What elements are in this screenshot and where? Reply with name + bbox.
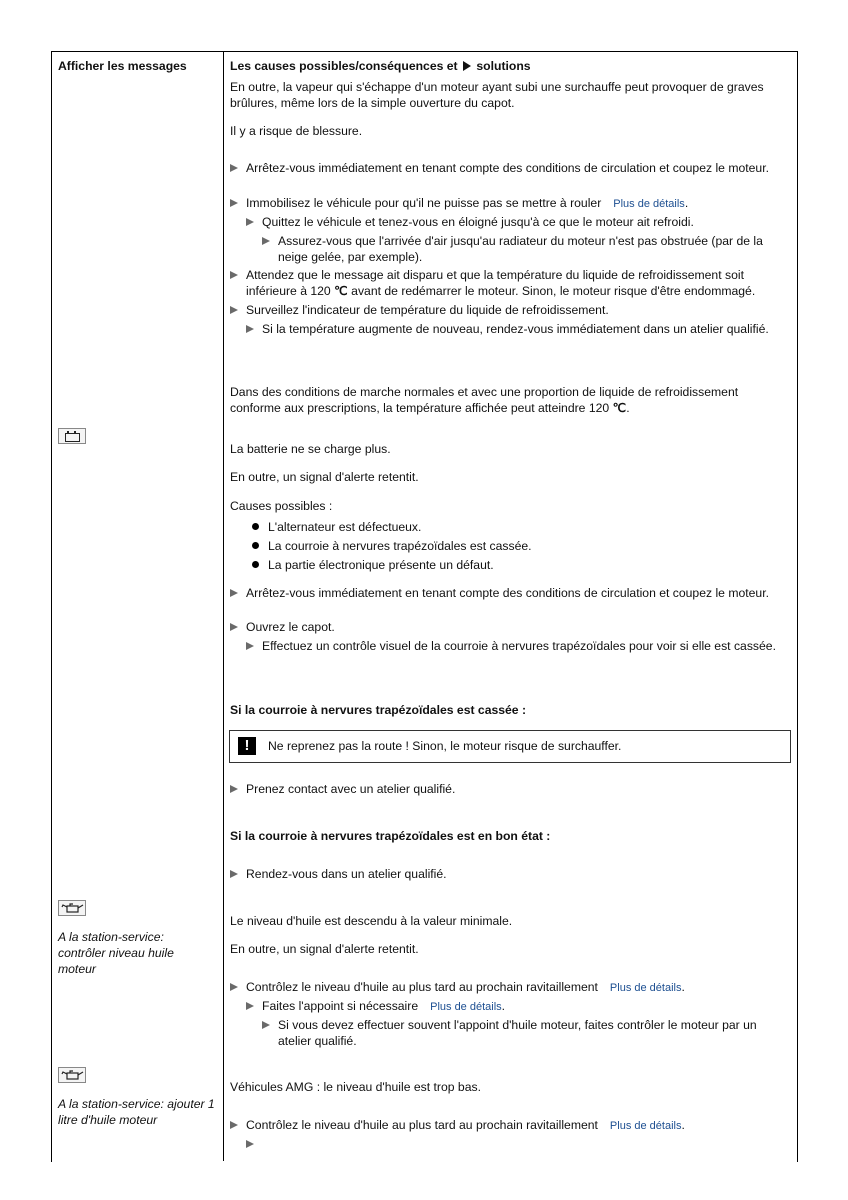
s1-step7: Si la température augmente de nouveau, rendez-vous immédiatement dans un atelier qualifié. (246, 321, 790, 337)
more-details-link[interactable]: Plus de détails (609, 982, 682, 994)
s2-causes-title: Causes possibles : (230, 499, 333, 513)
arrow-icon (262, 1021, 270, 1029)
s3-para1: Le niveau d'huile est descendu à la valeur minimale. (230, 914, 513, 928)
arrow-icon (230, 306, 238, 314)
list-item: La partie électronique présente un défaut. (252, 557, 790, 573)
warning-text: Ne reprenez pas la route ! Sinon, le moteur risque de surchauffer. (268, 739, 622, 753)
arrow-icon (246, 218, 254, 226)
more-details-link[interactable]: Plus de détails (613, 198, 685, 210)
s3-step1: Contrôlez le niveau d'huile au plus tard au prochain ravitaillement Plus de détails. (230, 979, 790, 996)
arrow-icon (230, 983, 238, 991)
oil-can-icon (58, 1067, 86, 1083)
list-item: L'alternateur est défectueux. (252, 519, 790, 535)
s1-para2: Il y a risque de blessure. (230, 124, 363, 138)
arrow-icon (230, 164, 238, 172)
arrow-icon (230, 1121, 238, 1129)
battery-icon (58, 428, 86, 444)
list-item: La courroie à nervures trapézoïdales est cassée. (252, 538, 790, 554)
oil-can-icon (58, 900, 86, 916)
s1-step5: Attendez que le message ait disparu et que la température du liquide de refroidissement soit inférieure à 120 ℃ avant de redémarrer le moteur. Sinon, le moteur risque d'être endommagé. (230, 267, 790, 299)
s2-step3: Effectuez un contrôle visuel de la courroie à nervures trapézoïdales pour voir si elle est cassée. (246, 638, 790, 654)
arrow-icon (262, 237, 270, 245)
s3-para2: En outre, un signal d'alerte retentit. (230, 942, 419, 956)
s2-sub1: Si la courroie à nervures trapézoïdales est cassée : (230, 703, 527, 717)
more-details-link[interactable]: Plus de détails (430, 1001, 502, 1013)
s1-step1: Arrêtez-vous immédiatement en tenant compte des conditions de circulation et coupez le moteur. (230, 160, 790, 176)
header-left: Afficher les messages (58, 59, 187, 73)
s2-para2: En outre, un signal d'alerte retentit. (230, 470, 419, 484)
triangle-arrow-icon (463, 61, 471, 71)
s3-left-label: A la station-service: contrôler niveau huile moteur (58, 930, 174, 976)
arrow-icon (230, 870, 238, 878)
arrow-icon (230, 271, 238, 279)
s2-step2: Ouvrez le capot. (230, 619, 790, 635)
s2-sub2: Si la courroie à nervures trapézoïdales est en bon état : (230, 829, 551, 843)
arrow-icon (230, 623, 238, 631)
s2-step1: Arrêtez-vous immédiatement en tenant compte des conditions de circulation et coupez le moteur. (230, 585, 790, 601)
s4-para1: Véhicules AMG : le niveau d'huile est trop bas. (230, 1080, 481, 1094)
arrow-icon (230, 589, 238, 597)
s4-step1: Contrôlez le niveau d'huile au plus tard au prochain ravitaillement Plus de détails. (230, 1117, 790, 1134)
column-divider (223, 51, 224, 1161)
arrow-icon (246, 1002, 254, 1010)
warning-box (229, 730, 791, 763)
s4-left-label: A la station-service: ajouter 1 litre d'huile moteur (58, 1097, 215, 1127)
s1-step6: Surveillez l'indicateur de température du liquide de refroidissement. (230, 302, 790, 318)
header-right: Les causes possibles/conséquences et solutions (230, 59, 531, 73)
arrow-icon (246, 642, 254, 650)
s2-step5: Rendez-vous dans un atelier qualifié. (230, 866, 790, 882)
s1-step2: Immobilisez le véhicule pour qu'il ne puisse pas se mettre à rouler Plus de détails. (230, 195, 790, 212)
s3-step3: Si vous devez effectuer souvent l'appoint d'huile moteur, faites contrôler le moteur par un atelier qualifié. (262, 1017, 790, 1049)
arrow-icon (246, 1140, 254, 1148)
s3-step2: Faites l'appoint si nécessaire Plus de détails. (246, 998, 790, 1015)
s1-step3: Quittez le véhicule et tenez-vous en éloigné jusqu'à ce que le moteur ait refroidi. (246, 214, 790, 230)
arrow-icon (230, 785, 238, 793)
more-details-link[interactable]: Plus de détails (609, 1120, 682, 1132)
s1-para1: En outre, la vapeur qui s'échappe d'un moteur ayant subi une surchauffe peut provoquer de graves brûlures, même lors de la simple ouverture du capot. (230, 80, 764, 110)
s2-step4: Prenez contact avec un atelier qualifié. (230, 781, 790, 797)
arrow-icon (230, 199, 238, 207)
s1-step4: Assurez-vous que l'arrivée d'air jusqu'au radiateur du moteur n'est pas obstruée (par de la neige gelée, par exemple). (262, 233, 790, 265)
s1-para3: Dans des conditions de marche normales et avec une proportion de liquide de refroidissement conforme aux prescriptions, la température affichée peut atteindre 120 ℃. (230, 385, 739, 415)
s2-para1: La batterie ne se charge plus. (230, 442, 391, 456)
arrow-icon (246, 325, 254, 333)
exclamation-icon: ! (238, 737, 256, 755)
